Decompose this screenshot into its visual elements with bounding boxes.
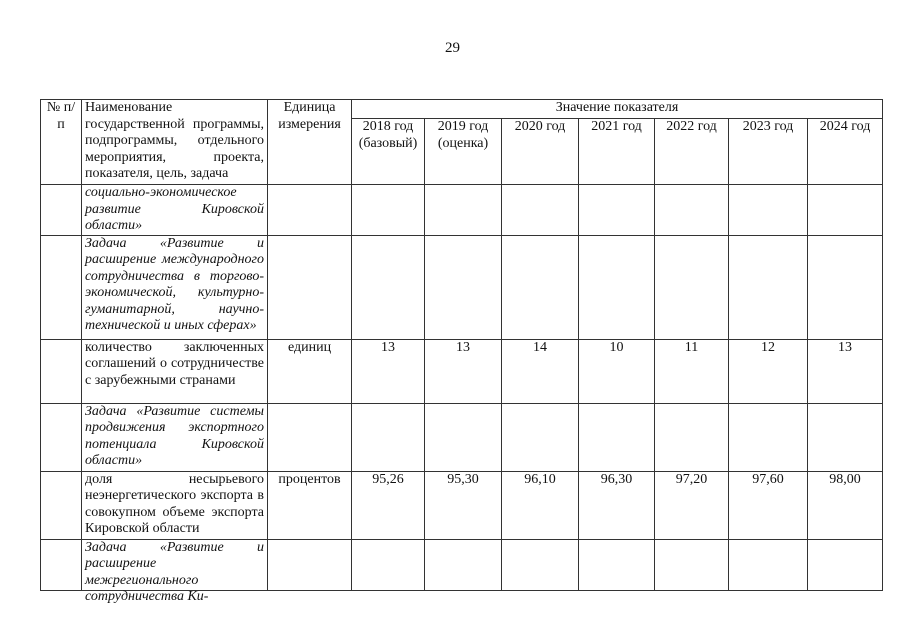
cell-value: [655, 403, 729, 471]
cell-value: 97,60: [729, 471, 808, 539]
header-year-2019: 2019 год (оценка): [425, 119, 502, 185]
cell-value: [808, 403, 883, 471]
cell-value: [352, 539, 425, 590]
header-year-2020: 2020 год: [502, 119, 579, 185]
cell-num: [41, 539, 82, 590]
cell-value: 13: [808, 339, 883, 403]
cell-value: 96,30: [579, 471, 655, 539]
cell-num: [41, 471, 82, 539]
cell-value: 14: [502, 339, 579, 403]
header-year-2024: 2024 год: [808, 119, 883, 185]
cell-label: количество заключенных соглашений о сотрудничестве с зарубежными странами: [82, 339, 268, 403]
cell-value: 96,10: [502, 471, 579, 539]
cell-value: [579, 235, 655, 339]
cell-value: [655, 539, 729, 590]
header-values-group: Значение показателя: [352, 100, 883, 119]
cell-unit: единиц: [268, 339, 352, 403]
cell-label: Задача «Развитие и расширение международного сотрудничества в торгово-экономической, культурно-гуманитарной, научно-технической и иных сферах»: [82, 235, 268, 339]
cell-value: [808, 185, 883, 236]
cell-label: социально-экономическое развитие Кировской области»: [82, 185, 268, 236]
cell-value: 13: [425, 339, 502, 403]
table-row: [41, 339, 883, 403]
table-row: [41, 471, 883, 539]
cell-value: [352, 235, 425, 339]
cell-value: [352, 185, 425, 236]
indicator-table: [40, 99, 883, 604]
header-num: № п/п: [41, 100, 82, 185]
cell-num: [41, 339, 82, 403]
cell-value: 12: [729, 339, 808, 403]
cell-num: [41, 235, 82, 339]
table-row: [41, 185, 883, 236]
table-row: [41, 403, 883, 471]
cell-num: [41, 185, 82, 236]
cell-num: [41, 403, 82, 471]
header-name: Наименование государственной программы, подпрограммы, отдельного мероприятия, проекта, показателя, цель, задача: [82, 100, 268, 185]
cell-unit: [268, 235, 352, 339]
header-year-2018: 2018 год (базовый): [352, 119, 425, 185]
cell-value: [579, 539, 655, 590]
cell-value: [729, 235, 808, 339]
cell-value: [729, 539, 808, 590]
cell-unit: [268, 403, 352, 471]
header-year-2021: 2021 год: [579, 119, 655, 185]
page-number: 29: [445, 40, 460, 56]
cell-label: [82, 539, 268, 604]
cell-value: [502, 403, 579, 471]
cell-value: [502, 235, 579, 339]
cell-value: [808, 539, 883, 590]
cell-value: [352, 403, 425, 471]
cell-label: доля несырьевого неэнергетического экспорта в совокупном объеме экспорта Кировской области: [82, 471, 268, 539]
header-row-top: [41, 100, 883, 119]
table-row: [41, 539, 883, 590]
cell-value: [425, 539, 502, 590]
cell-value: [655, 235, 729, 339]
header-year-2023: 2023 год: [729, 119, 808, 185]
cell-value: [502, 185, 579, 236]
cell-value: 95,30: [425, 471, 502, 539]
cell-value: [502, 539, 579, 590]
cell-value: [579, 185, 655, 236]
cell-value: 13: [352, 339, 425, 403]
cell-value: [425, 185, 502, 236]
table-row: [41, 235, 883, 339]
header-year-2022: 2022 год: [655, 119, 729, 185]
cell-unit: [268, 539, 352, 590]
cell-value: [655, 185, 729, 236]
cell-value: 10: [579, 339, 655, 403]
cell-unit: [268, 185, 352, 236]
cell-value: 11: [655, 339, 729, 403]
cell-value: [808, 235, 883, 339]
cell-value: 97,20: [655, 471, 729, 539]
cell-label: Задача «Развитие системы продвижения экспортного потенциала Кировской области»: [82, 403, 268, 471]
cell-label-text: Задача «Развитие и расширение межрегионального сотрудничества Ки-: [85, 539, 264, 604]
header-unit: Единица измерения: [268, 100, 352, 185]
cell-value: [729, 403, 808, 471]
cell-value: [579, 403, 655, 471]
cell-value: [729, 185, 808, 236]
cell-value: 98,00: [808, 471, 883, 539]
cell-unit: процентов: [268, 471, 352, 539]
cell-value: [425, 235, 502, 339]
cell-value: 95,26: [352, 471, 425, 539]
cell-value: [425, 403, 502, 471]
